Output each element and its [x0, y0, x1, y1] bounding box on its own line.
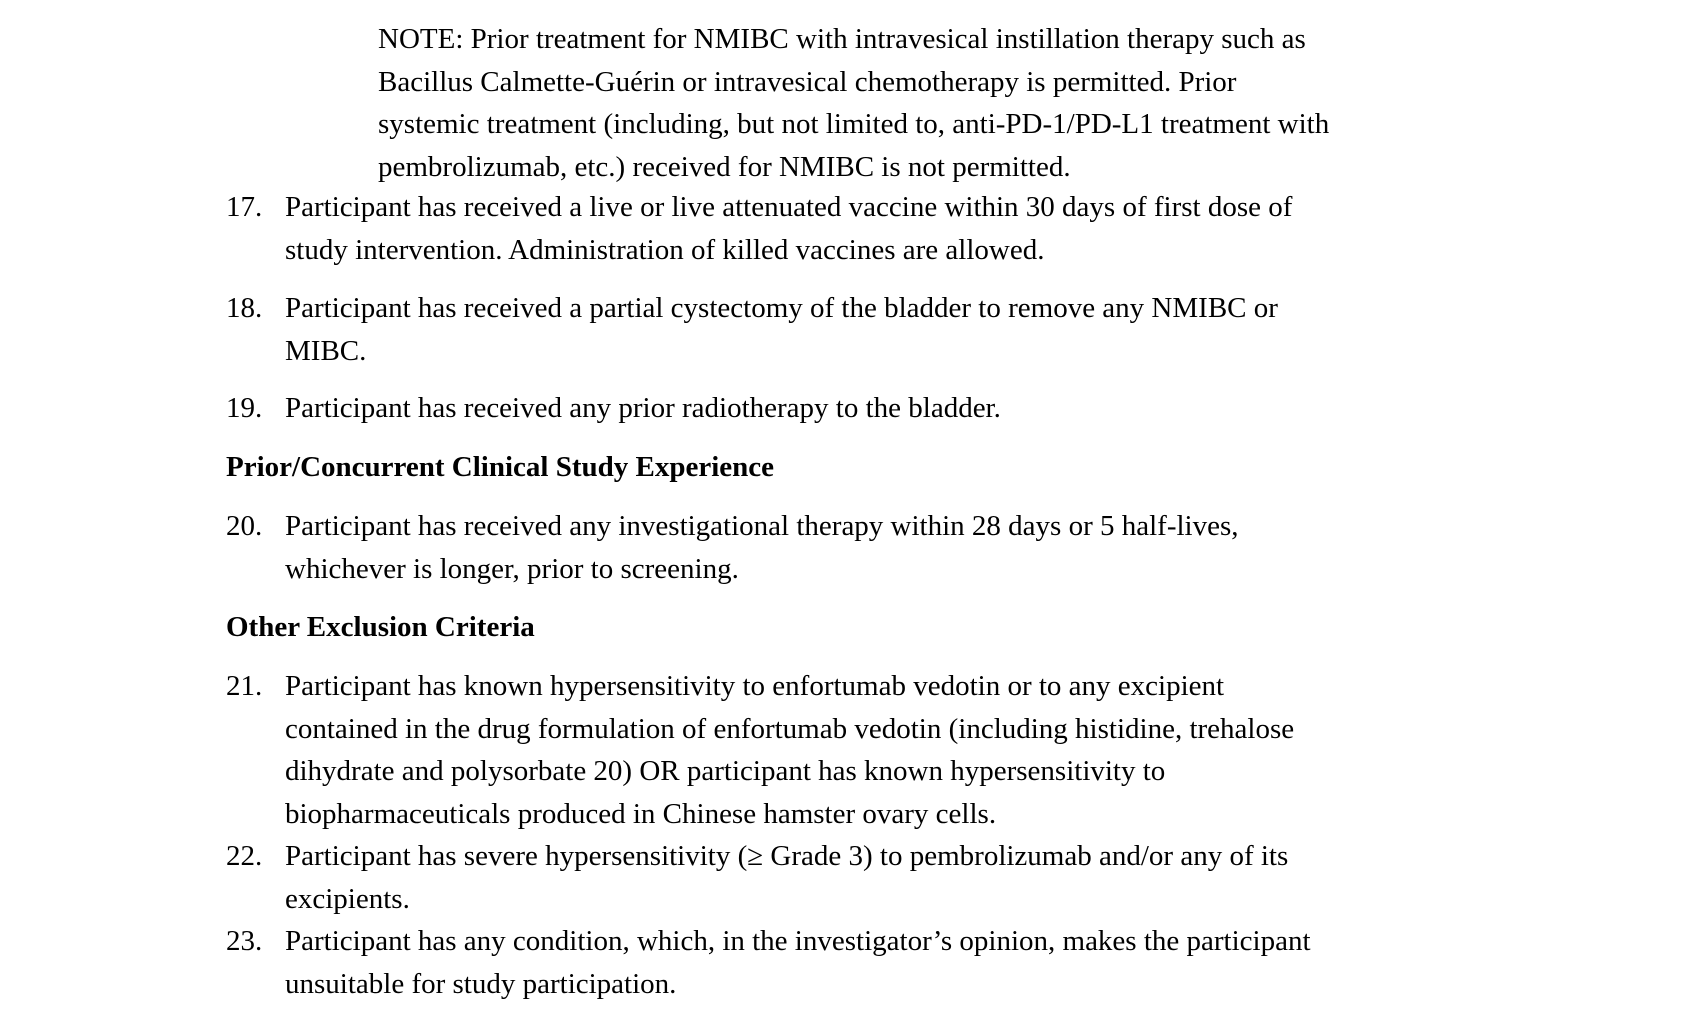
criterion-line: excipients. [285, 882, 410, 915]
criterion-line: Participant has any condition, which, in the investigator’s opinion, makes the participant [285, 925, 1311, 957]
nmibc-note [378, 18, 1498, 188]
criterion-text [285, 920, 1506, 1005]
criterion-number: 18. [226, 292, 263, 324]
criterion-line: unsuitable for study participation. [285, 967, 677, 1000]
note-line: systemic treatment (including, but not limited to, anti-PD-1/PD-L1 treatment with [378, 108, 1330, 140]
criterion-line: study intervention. Administration of killed vaccines are allowed. [285, 233, 1045, 266]
criterion-line: Participant has received a partial cystectomy of the bladder to remove any NMIBC or [285, 292, 1278, 324]
criterion-line: contained in the drug formulation of enfortumab vedotin (including histidine, trehalose [285, 712, 1295, 745]
section-heading-prior-concurrent: Prior/Concurrent Clinical Study Experience [226, 451, 774, 483]
criterion-text [285, 505, 1506, 590]
criterion-22 [226, 835, 1506, 920]
criterion-line: whichever is longer, prior to screening. [285, 552, 739, 585]
criterion-text [285, 835, 1506, 920]
criterion-number: 22. [226, 840, 263, 872]
criterion-number: 20. [226, 510, 263, 542]
criterion-text [285, 665, 1506, 835]
criterion-number: 21. [226, 670, 263, 702]
criterion-number: 17. [226, 191, 263, 223]
criterion-20 [226, 505, 1506, 590]
criterion-23 [226, 920, 1506, 1005]
criterion-line: Participant has severe hypersensitivity (≥ Grade 3) to pembrolizumab and/or any of its [285, 840, 1289, 872]
criterion-19 [226, 387, 1506, 430]
criterion-line: Participant has received any prior radiotherapy to the bladder. [285, 392, 1001, 424]
criterion-text [285, 186, 1506, 271]
criterion-18 [226, 287, 1506, 372]
criterion-line: Participant has received a live or live attenuated vaccine within 30 days of first dose of [285, 191, 1293, 223]
note-line: pembrolizumab, etc.) received for NMIBC is not permitted. [378, 150, 1071, 183]
criterion-line: biopharmaceuticals produced in Chinese hamster ovary cells. [285, 797, 997, 830]
criterion-line: Participant has received any investigational therapy within 28 days or 5 half-lives, [285, 510, 1239, 542]
section-heading-other-exclusion: Other Exclusion Criteria [226, 611, 535, 643]
criterion-text [285, 287, 1506, 372]
criterion-line: dihydrate and polysorbate 20) OR participant has known hypersensitivity to [285, 755, 1166, 787]
criterion-number: 23. [226, 925, 263, 957]
criterion-line: Participant has known hypersensitivity to enfortumab vedotin or to any excipient [285, 670, 1225, 702]
criterion-line: MIBC. [285, 334, 367, 367]
criterion-number: 19. [226, 392, 263, 424]
note-line: Bacillus Calmette-Guérin or intravesical chemotherapy is permitted. Prior [378, 65, 1237, 98]
note-line: NOTE: Prior treatment for NMIBC with intravesical instillation therapy such as [378, 23, 1306, 55]
criterion-text [285, 387, 1506, 430]
criterion-17 [226, 186, 1506, 271]
criterion-21 [226, 665, 1506, 835]
